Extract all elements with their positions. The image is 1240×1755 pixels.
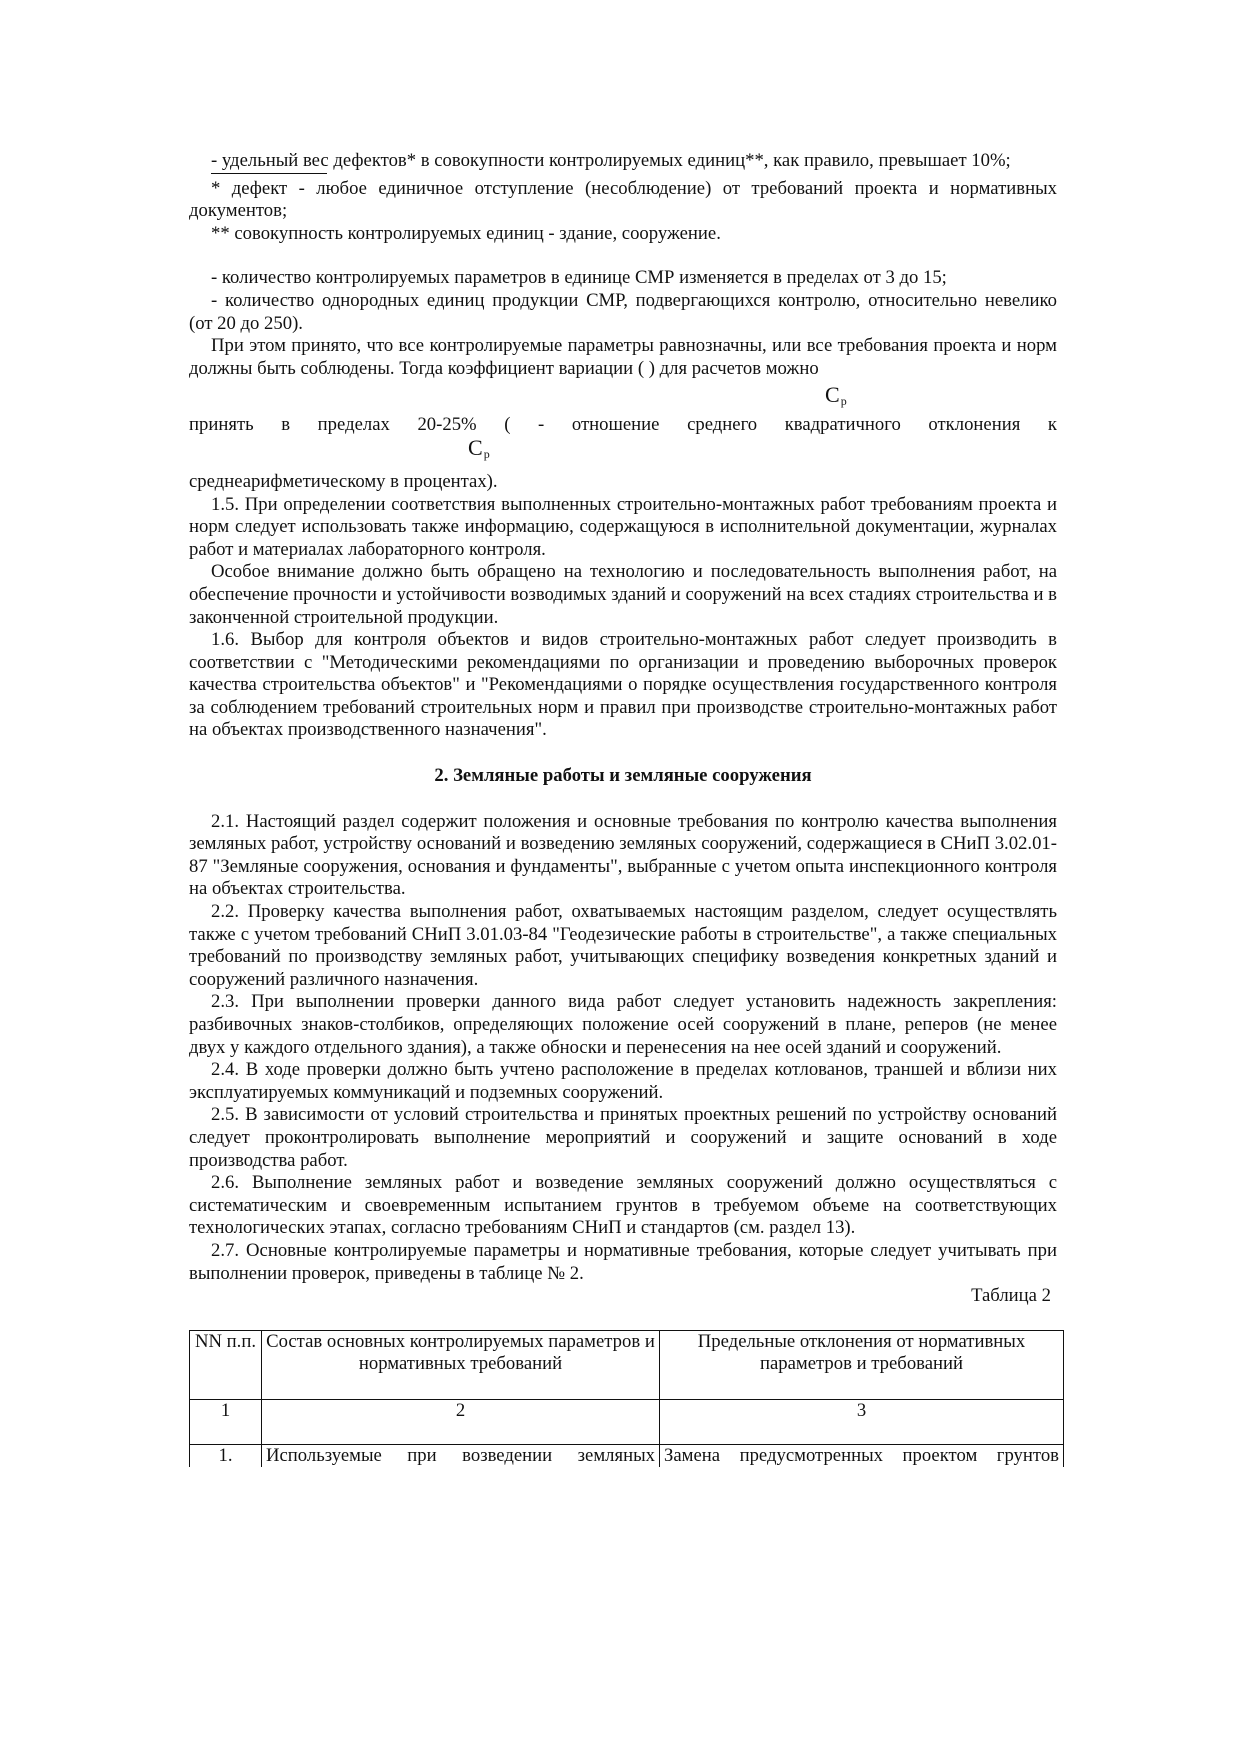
table-header-cell: Предельные отклонения от нормативных параметров и требований (660, 1330, 1064, 1399)
variation-coefficient-block (189, 335, 1057, 414)
table-row (190, 1444, 1064, 1467)
paragraph-1-6: 1.6. Выбор для контроля объектов и видов строительно-монтажных работ следует производить в соответствии с "Методическими рекомендациями по организации и проведению выборочных проверок качества строительства объектов" и "Рекомендациями о порядке осуществления государственного контроля за соблюдением требований строительных норм и правил при производстве строительно-монтажных работ на объектах производственного назначения". (189, 629, 1057, 741)
paragraph-2-6: 2.6. Выполнение земляных работ и возведение земляных сооружений должно осуществляться с систематическим и своевременным испытанием грунтов в требуемом объеме на соответствующих технологических этапах, согласно требованиям СНиП и стандартов (см. раздел 13). (189, 1172, 1057, 1239)
table-cell: 1. (190, 1444, 262, 1467)
section-heading: 2. Земляные работы и земляные сооружения (434, 765, 812, 787)
cp-symbol-2: $C_p$ (468, 434, 490, 461)
table-number-row (190, 1399, 1064, 1444)
paragraph-2-7: 2.7. Основные контролируемые параметры и нормативные требования, которые следует учитывать при выполнении проверок, приведены в таблице № 2. (189, 1239, 1057, 1284)
paragraph-2-5: 2.5. В зависимости от условий строительства и принятых проектных решений по устройству оснований следует проконтролировать выполнение мероприятий и сооружений и защите оснований в ходе производства работ. (189, 1104, 1057, 1171)
table-header-cell: Состав основных контролируемых параметров и нормативных требований (262, 1330, 660, 1399)
document-content (189, 150, 1057, 1467)
formula-line-1 (189, 380, 1057, 414)
paragraph-range: принять в пределах 20-25% ( - отношение среднего квадратичного отклонения к (189, 414, 1057, 436)
formula-line-2 (189, 434, 1057, 471)
paragraph-2-4: 2.4. В ходе проверки должно быть учтено расположение в пределах котлованов, траншей и вблизи них эксплуатируемых коммуникаций и подземных сооружений. (189, 1059, 1057, 1103)
table-caption: Таблица 2 (971, 1285, 1051, 1307)
paragraph-1-5: 1.5. При определении соответствия выполненных строительно-монтажных работ требованиям проекта и норм следует использовать также информацию, содержащуюся в исполнительной документации, журналах работ и материалах лабораторного контроля. (189, 493, 1057, 560)
footnote-defect: * дефект - любое единичное отступление (несоблюдение) от требований проекта и нормативных документов; (189, 177, 1057, 222)
table-number-cell: 2 (262, 1399, 660, 1444)
range-block (189, 414, 1057, 471)
paragraph-attention: Особое внимание должно быть обращено на технологию и последовательность выполнения работ, на обеспечение прочности и устойчивости возводимых зданий и сооружений на всех стадиях строительства и в законченной строительной продукции. (189, 561, 1057, 628)
paragraph-2-1: 2.1. Настоящий раздел содержит положения и основные требования по контролю качества выполнения земляных работ, устройству оснований и возведению земляных сооружений, содержащиеся в СНиП 3.02.01-87 "Земляные сооружения, основания и фундаменты", выбранные с учетом опыта инспекционного контроля на объектах строительства. (189, 810, 1057, 900)
requirements-table (189, 1330, 1064, 1468)
paragraph-2-3: 2.3. При выполнении проверки данного вида работ следует установить надежность закрепления: разбивочных знаков-столбиков, определяющих положение осей сооружений в плане, реперов (не менее двух у каждого отдельного здания), а также обноски и перенесения на нее осей зданий и сооружений. (189, 991, 1057, 1058)
paragraph-variation: При этом принято, что все контролируемые параметры равнозначны, или все требования проекта и норм должны быть соблюдены. Тогда коэффициент вариации ( ) для расчетов можно (189, 335, 1057, 379)
table-number-cell: 3 (660, 1399, 1064, 1444)
cp-symbol-1: $C_p$ (825, 382, 847, 409)
paragraph-defect-share: - удельный вес дефектов* в совокупности контролируемых единиц**, как правило, превышает 10%; (211, 150, 1011, 171)
table-cell: Замена предусмотренных проектом грунтов (660, 1444, 1064, 1467)
table-header-cell: NN п.п. (190, 1330, 262, 1399)
table-number-cell: 1 (190, 1399, 262, 1444)
paragraph-units-count: - количество однородных единиц продукции СМР, подвергающихся контролю, относительно невелико (от 20 до 250). (189, 289, 1057, 334)
paragraph-percent: среднеарифметическому в процентах). (189, 470, 498, 492)
paragraph-params-count: - количество контролируемых параметров в единице СМР изменяется в пределах от 3 до 15; (211, 267, 947, 289)
table-header-row (190, 1330, 1064, 1399)
footnote-units: ** совокупность контролируемых единиц - здание, сооружение. (211, 222, 721, 244)
table-cell: Используемые при возведении земляных (262, 1444, 660, 1467)
spacer (189, 245, 1057, 267)
paragraph-2-2: 2.2. Проверку качества выполнения работ, охватываемых настоящим разделом, следует осуществлять также с учетом требований СНиП 3.01.03-84 "Геодезические работы в строительстве", а также специальных требований по производству земляных работ, учитывающих специфику возведения конкретных зданий и сооружений различного назначения. (189, 901, 1057, 990)
footnote-separator (211, 173, 327, 174)
